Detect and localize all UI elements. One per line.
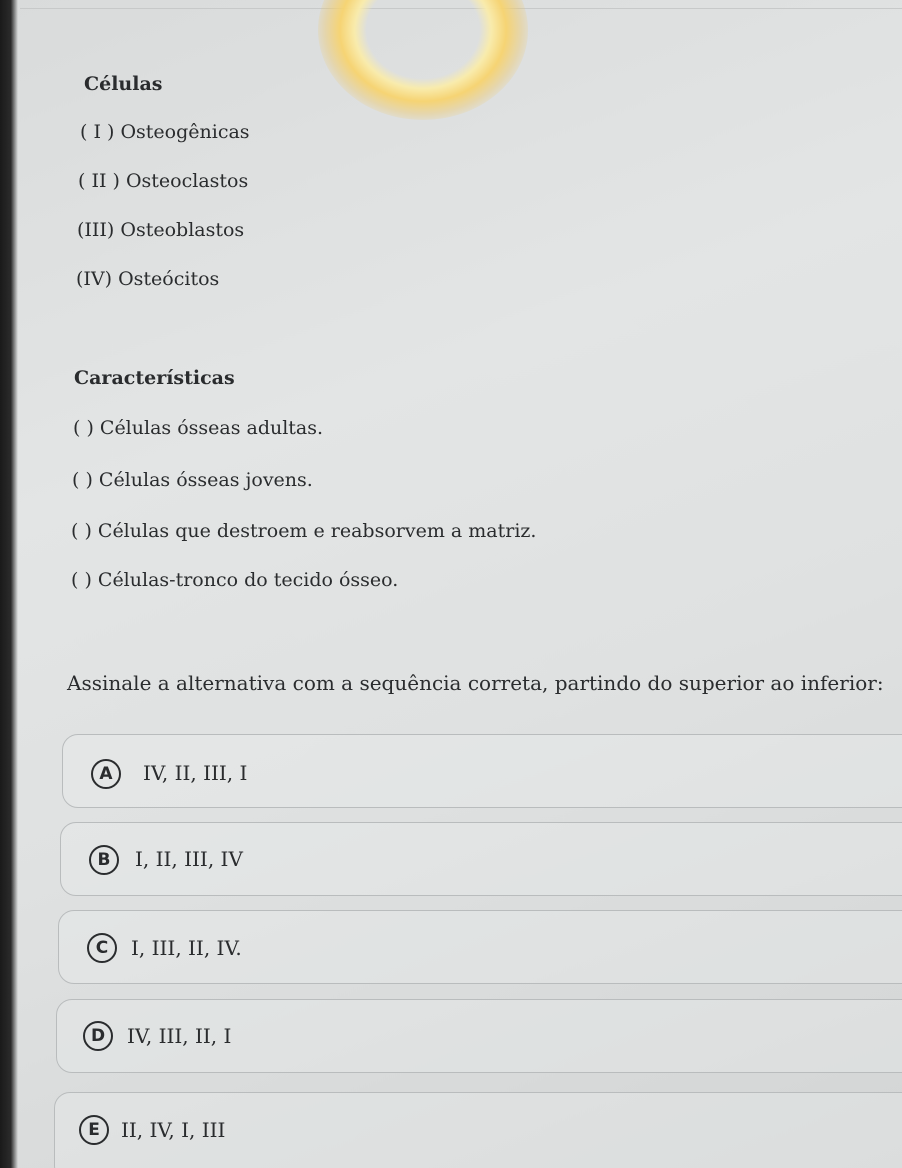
- option-c-letter: C: [87, 933, 117, 963]
- option-b-letter: B: [89, 845, 119, 875]
- cell-item-3: (III) Osteoblastos: [77, 219, 245, 241]
- characteristics-heading: Características: [74, 367, 235, 389]
- question-text: Assinale a alternativa com a sequência correta, partindo do superior ao inferior:: [67, 671, 884, 695]
- option-c[interactable]: [58, 910, 902, 984]
- option-b[interactable]: [60, 822, 902, 896]
- option-b-text: I, II, III, IV: [135, 847, 243, 871]
- cell-item-4: (IV) Osteócitos: [76, 268, 220, 290]
- option-e-text: II, IV, I, III: [121, 1118, 226, 1142]
- characteristic-item-3: ( ) Células que destroem e reabsorvem a matriz.: [71, 520, 537, 542]
- characteristic-item-4: ( ) Células-tronco do tecido ósseo.: [71, 569, 399, 591]
- characteristic-item-2: ( ) Células ósseas jovens.: [72, 469, 313, 491]
- light-glare: [318, 0, 528, 120]
- option-e[interactable]: [54, 1092, 902, 1168]
- cells-heading: Células: [84, 73, 163, 95]
- option-d-text: IV, III, II, I: [127, 1024, 232, 1048]
- option-e-letter: E: [79, 1115, 109, 1145]
- option-d[interactable]: [56, 999, 902, 1073]
- photo-left-edge: [0, 0, 18, 1168]
- option-a-letter: A: [91, 759, 121, 789]
- cell-item-1: ( I ) Osteogênicas: [80, 121, 250, 143]
- option-c-text: I, III, II, IV.: [131, 936, 242, 960]
- cell-item-2: ( II ) Osteoclastos: [78, 170, 249, 192]
- option-d-letter: D: [83, 1021, 113, 1051]
- option-a-text: IV, II, III, I: [143, 761, 248, 785]
- characteristic-item-1: ( ) Células ósseas adultas.: [73, 417, 324, 439]
- option-a[interactable]: [62, 734, 902, 808]
